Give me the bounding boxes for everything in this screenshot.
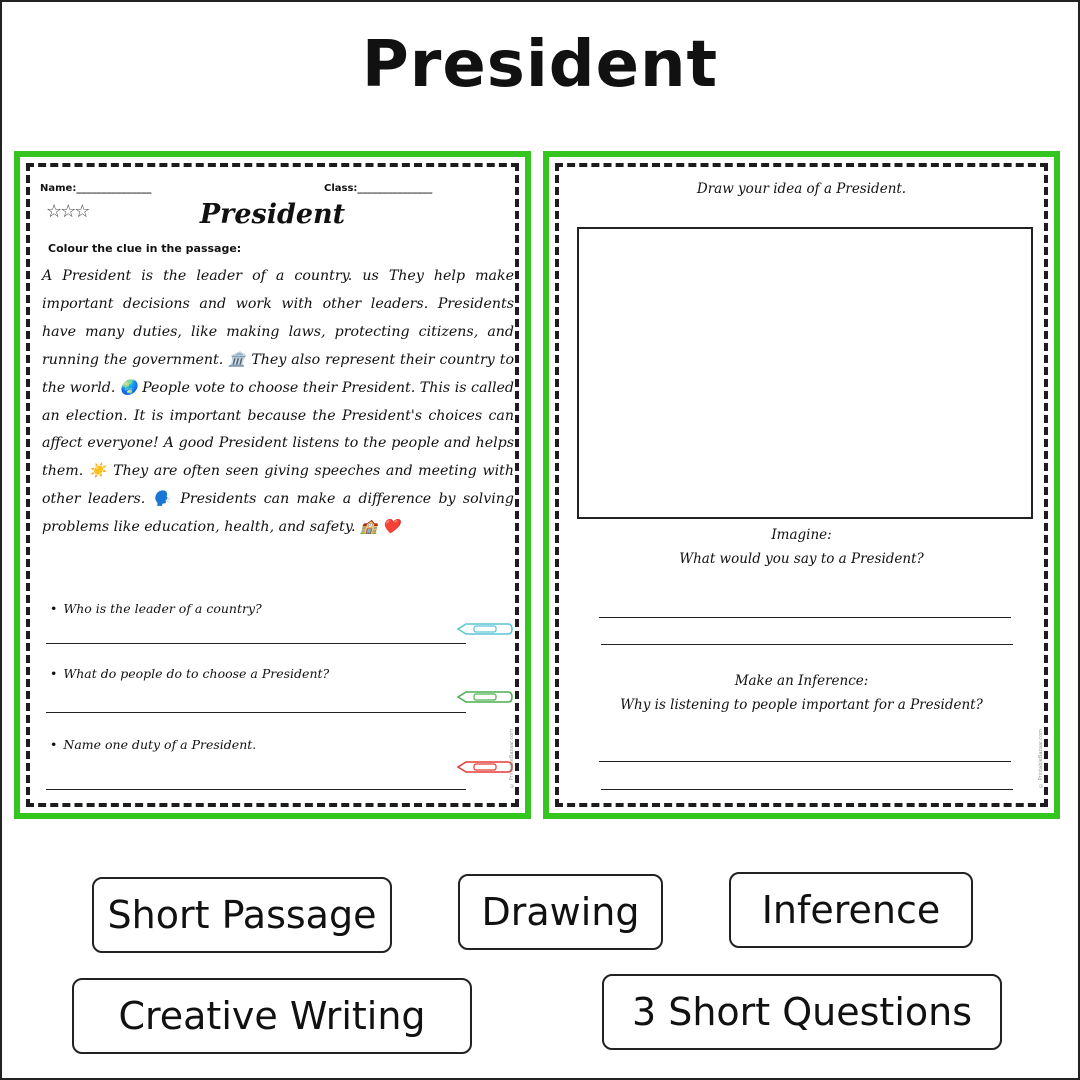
watermark: © PrintableBazaar.com: [1038, 729, 1044, 788]
answer-line-1: [46, 643, 466, 644]
tag-short-passage: Short Passage: [92, 877, 392, 953]
tag-creative-writing: Creative Writing: [72, 978, 472, 1054]
answer-line-3: [46, 789, 466, 790]
writing-line-3: [599, 761, 1011, 762]
writing-line-4: [601, 789, 1013, 790]
inference-question: Why is listening to people important for a President?: [620, 697, 983, 713]
instruction-text: Colour the clue in the passage:: [48, 242, 242, 255]
question-2-text: What do people do to choose a President?: [63, 666, 330, 681]
writing-line-2: [601, 644, 1013, 645]
worksheet-title: President: [199, 199, 346, 230]
question-3-text: Name one duty of a President.: [63, 737, 257, 752]
writing-line-1: [599, 617, 1011, 618]
question-3: • Name one duty of a President.: [50, 737, 257, 752]
tag-3-short-questions: 3 Short Questions: [602, 974, 1002, 1050]
rating-stars-icon: ☆☆☆: [46, 201, 89, 222]
name-field-label: Name:_______________: [40, 183, 152, 194]
imagine-label: Imagine:: [771, 527, 832, 543]
draw-prompt: Draw your idea of a President.: [696, 181, 907, 197]
crayon-blue-icon: [456, 621, 514, 637]
inference-label: Make an Inference:: [734, 673, 869, 689]
passage-worksheet-preview: [14, 151, 531, 819]
tag-drawing: Drawing: [458, 874, 663, 950]
drawing-worksheet-preview: [543, 151, 1060, 819]
question-1: • Who is the leader of a country?: [50, 601, 262, 616]
watermark: © PrintableBazaar.com: [509, 729, 515, 788]
tag-inference: Inference: [729, 872, 973, 948]
drawing-box: [577, 227, 1033, 519]
imagine-question: What would you say to a President?: [679, 551, 924, 567]
reading-passage: A President is the leader of a country. us They help make important decisions and work with other leaders. Presidents have many duties, like making laws, protecting citizens, and running the government. 🏛️ They also represent their country to the world. 🌏 People vote to choose their President. This is called an election. It is important because the President's choices can affect everyone! A good President listens to the people and helps them. ☀️ They are often seen giving speeches and meeting with other leaders. 🗣️ Presidents can make a difference by solving problems like education, health, and safety. 🏫 ❤️: [42, 268, 514, 536]
crayon-red-icon: [456, 759, 514, 775]
page-title: President: [361, 28, 719, 102]
question-1-text: Who is the leader of a country?: [63, 601, 262, 616]
crayon-green-icon: [456, 689, 514, 705]
class-field-label: Class:_______________: [324, 183, 433, 194]
question-2: • What do people do to choose a President?: [50, 666, 330, 681]
answer-line-2: [46, 712, 466, 713]
